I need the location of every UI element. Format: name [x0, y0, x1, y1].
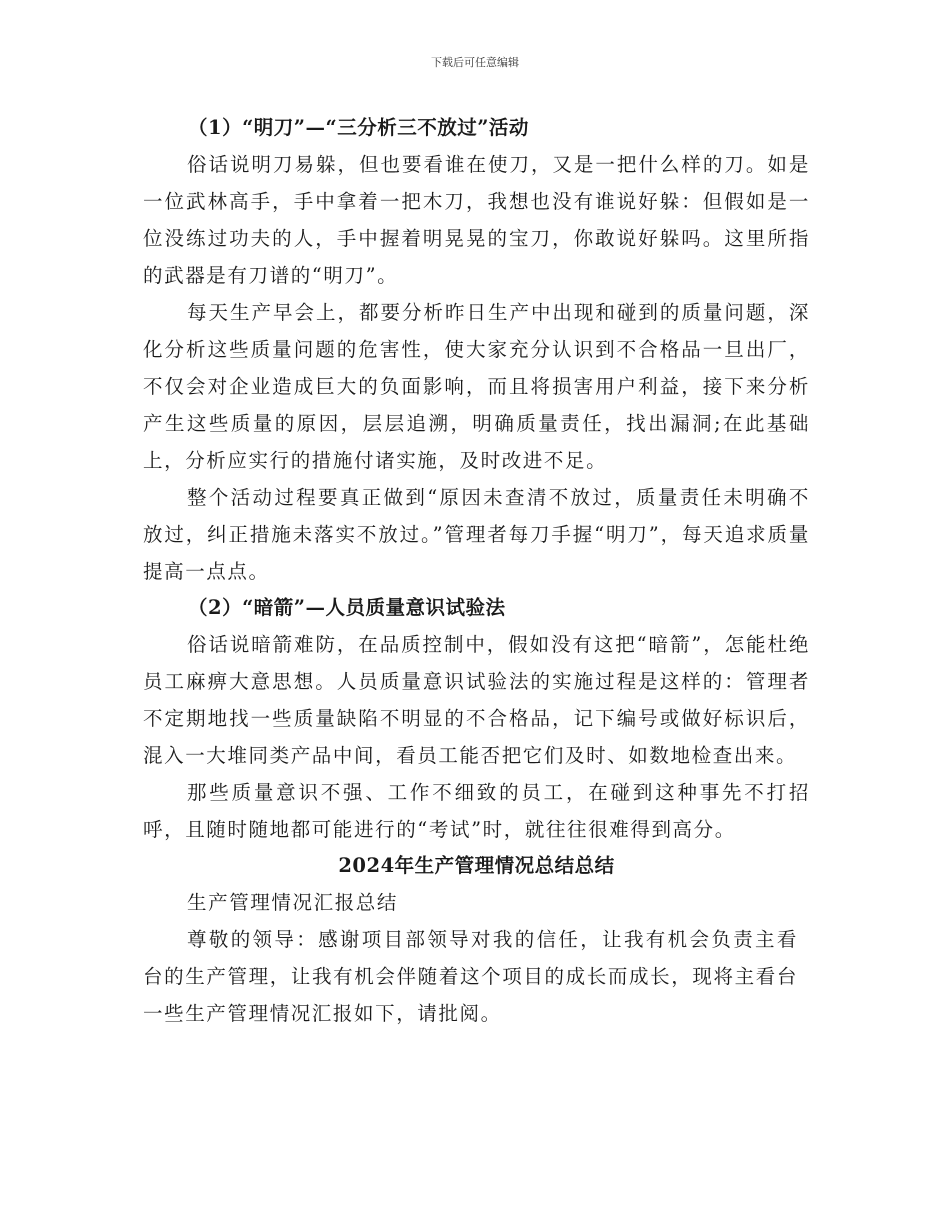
header-note: 下载后可任意编辑 — [431, 56, 519, 69]
section-3-title: 2024年生产管理情况总结总结 — [338, 854, 615, 877]
section-1-paragraph-1: 俗话说明刀易躲，但也要看谁在使刀，又是一把什么样的刀。如是一位武林高手，手中拿着一把木刀，我想也没有谁说好躲：但假如是一位没练过功夫的人，手中握着明晃晃的宝刀，你敢说好躲吗。这里所指的武器是有刀谱的“明刀”。 — [143, 153, 810, 287]
section-2-title: （2）“暗箭”—人员质量意识试验法 — [188, 596, 506, 619]
section-2-paragraph-1: 俗话说暗箭难防，在品质控制中，假如没有这把“暗箭”，怎能杜绝员工麻痹大意思想。人员质量意识试验法的实施过程是这样的：管理者不定期地找一些质量缺陷不明显的不合格品，记下编号或做好标识后，混入一大堆同类产品中间，看员工能否把它们及时、如数地检查出来。 — [143, 633, 810, 767]
section-2-paragraph-2: 那些质量意识不强、工作不细致的员工，在碰到这种事先不打招呼，且随时随地都可能进行的“考试”时，就往往很难得到高分。 — [143, 781, 810, 841]
document-body — [143, 110, 810, 1032]
section-1-title: （1）“明刀”—“三分析三不放过”活动 — [188, 116, 529, 139]
section-1-paragraph-3: 整个活动过程要真正做到“原因未查清不放过，质量责任未明确不放过，纠正措施未落实不放过。”管理者每刀手握“明刀”，每天追求质量提高一点点。 — [143, 486, 810, 583]
section-3-paragraph-1: 尊敬的领导：感谢项目部领导对我的信任，让我有机会负责主看台的生产管理，让我有机会伴随着这个项目的成长而成长，现将主看台一些生产管理情况汇报如下，请批阅。 — [143, 928, 798, 1025]
section-1-paragraph-2: 每天生产早会上，都要分析昨日生产中出现和碰到的质量问题，深化分析这些质量问题的危害性，使大家充分认识到不合格品一旦出厂，不仅会对企业造成巨大的负面影响，而且将损害用户利益，接下来分析产生这些质量的原因，层层追溯，明确质量责任，找出漏洞;在此基础上，分析应实行的措施付诸实施，及时改进不足。 — [143, 301, 810, 472]
section-3-subtitle: 生产管理情况汇报总结 — [187, 891, 399, 914]
